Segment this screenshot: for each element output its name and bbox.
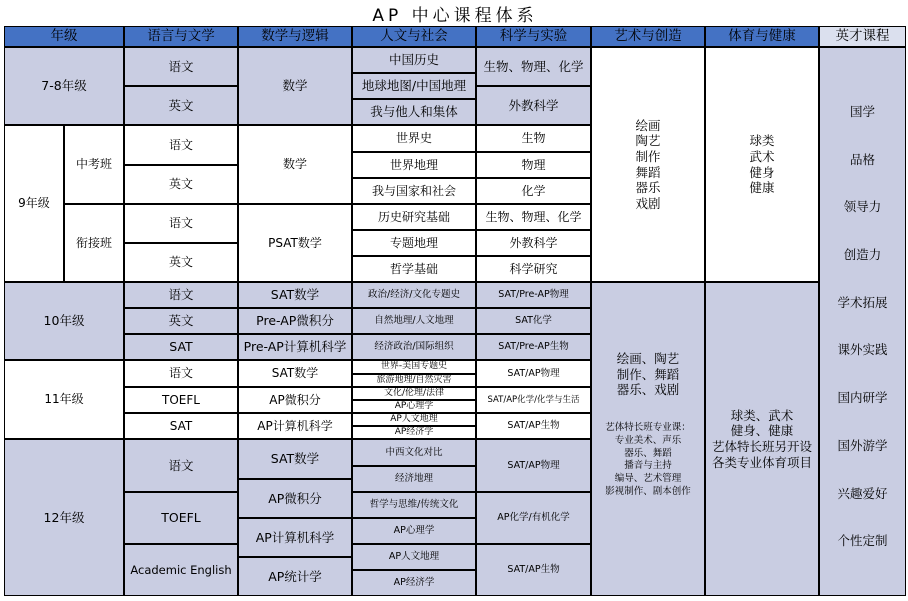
g78-sci-2: 外教科学 [476,86,591,125]
header-science: 科学与实验 [476,26,591,47]
grade-7-8-label: 7-8年级 [4,47,124,125]
g12-hum-3: 哲学与思维/传统文化 [352,492,476,518]
g78-math: 数学 [238,47,352,125]
pe-lower [705,282,819,596]
g10-lang-2: 英文 [124,308,238,334]
pe-lower-item: 健身、健康 [730,423,794,439]
g9zk-sci-1: 生物 [476,125,591,152]
g9zk-math: 数学 [238,125,352,204]
g12-sci-1: SAT/AP物理 [476,439,591,492]
g10-math-2: Pre-AP微积分 [238,308,352,334]
g11-hum-2: 旅游地理/自然灾害 [352,374,476,387]
g12-hum-1: 中西文化对比 [352,439,476,466]
g78-hum-2: 地球地图/中国地理 [352,73,476,99]
g10-lang-1: 语文 [124,282,238,308]
g12-hum-6: AP经济学 [352,570,476,596]
g12-lang-3: Academic English [124,544,238,596]
g78-lang-1: 语文 [124,47,238,86]
g9xj-math: PSAT数学 [238,204,352,282]
art-lower-sub-item: 器乐、舞蹈 [624,447,672,459]
g9xj-hum-2: 专题地理 [352,230,476,256]
g9xj-sci-3: 科学研究 [476,256,591,282]
g10-math-3: Pre-AP计算机科学 [238,334,352,360]
g9zk-hum-2: 世界地理 [352,152,476,178]
g10-hum-2: 自然地理/人文地理 [352,308,476,334]
art-lower-main-item: 器乐、戏剧 [616,382,680,398]
g9zk-lang-1: 语文 [124,125,238,165]
g11-sci-2: SAT/AP化学/化学与生活 [476,387,591,413]
g12-math-4: AP统计学 [238,557,352,596]
g12-lang-1: 语文 [124,439,238,492]
g11-math-2: AP微积分 [238,387,352,413]
art-lower-sub-item: 编导、艺术管理 [614,473,682,485]
g9-xianjie-label: 衔接班 [64,204,124,282]
talent-item: 领导力 [843,199,882,215]
g12-hum-4: AP心理学 [352,518,476,544]
g11-lang-2: TOEFL [124,387,238,413]
g78-hum-3: 我与他人和集体 [352,99,476,125]
art-upper-item: 制作 [635,148,661,164]
pe-upper-item: 健身 [749,164,775,180]
header-talent: 英才课程 [819,26,906,47]
g12-math-1: SAT数学 [238,439,352,479]
art-lower [591,282,705,596]
g12-hum-5: AP人文地理 [352,544,476,570]
art-lower-sub-item: 播音与主持 [624,460,672,472]
art-upper-item: 陶艺 [635,133,661,149]
g12-sci-3: SAT/AP生物 [476,544,591,596]
header-pe: 体育与健康 [705,26,819,47]
g9zk-lang-2: 英文 [124,165,238,204]
g9zk-sci-2: 物理 [476,152,591,178]
header-language: 语言与文学 [124,26,238,47]
art-upper-item: 舞蹈 [635,164,661,180]
pe-upper [705,47,819,282]
g11-math-1: SAT数学 [238,360,352,387]
g9zk-hum-1: 世界史 [352,125,476,152]
talent-item: 课外实践 [837,342,888,358]
pe-lower-item: 各类专业体育项目 [711,454,812,470]
talent-item: 国外游学 [837,437,888,453]
g9xj-hum-3: 哲学基础 [352,256,476,282]
g11-lang-3: SAT [124,413,238,439]
g10-sci-3: SAT/Pre-AP生物 [476,334,591,360]
g10-sci-1: SAT/Pre-AP物理 [476,282,591,308]
grade-10-label: 10年级 [4,282,124,360]
g11-sci-3: SAT/AP生物 [476,413,591,439]
talent-item: 品格 [849,151,875,167]
art-lower-sub-item: 艺体特长班专业课： [605,421,691,433]
g11-hum-1: 世界-美国专题史 [352,360,476,374]
talent-item: 个性定制 [837,533,888,549]
g9xj-sci-1: 生物、物理、化学 [476,204,591,230]
art-lower-sub-item: 专业美术、声乐 [614,434,682,446]
page-title: AP 中心课程体系 [4,0,906,26]
header-math: 数学与逻辑 [238,26,352,47]
g9zk-hum-3: 我与国家和社会 [352,178,476,204]
art-lower-sub-item: 影视制作、剧本创作 [605,485,691,497]
g9-zhongkao-label: 中考班 [64,125,124,204]
talent-item: 兴趣爱好 [837,485,888,501]
g12-hum-2: 经济地理 [352,466,476,492]
g11-sci-1: SAT/AP物理 [476,360,591,387]
g9xj-hum-1: 历史研究基础 [352,204,476,230]
g9xj-sci-2: 外教科学 [476,230,591,256]
pe-upper-item: 健康 [749,180,775,196]
g10-math-1: SAT数学 [238,282,352,308]
art-upper [591,47,705,282]
pe-upper-item: 球类 [749,133,775,149]
grade-9-label: 9年级 [4,125,64,282]
g9xj-lang-1: 语文 [124,204,238,243]
grade-12-label: 12年级 [4,439,124,596]
header-grade: 年级 [4,26,124,47]
g11-hum-4: AP心理学 [352,400,476,413]
g12-math-3: AP计算机科学 [238,518,352,557]
art-upper-item: 器乐 [635,180,661,196]
g11-lang-1: 语文 [124,360,238,387]
header-humanities: 人文与社会 [352,26,476,47]
g9zk-sci-3: 化学 [476,178,591,204]
art-upper-item: 戏剧 [635,195,661,211]
g10-lang-3: SAT [124,334,238,360]
g78-lang-2: 英文 [124,86,238,125]
grade-11-label: 11年级 [4,360,124,439]
g9xj-lang-2: 英文 [124,243,238,282]
g78-hum-1: 中国历史 [352,47,476,73]
g12-sci-2: AP化学/有机化学 [476,492,591,544]
g11-math-3: AP计算机科学 [238,413,352,439]
g10-hum-3: 经济政治/国际组织 [352,334,476,360]
course-system-table [4,0,906,600]
header-art: 艺术与创造 [591,26,705,47]
pe-upper-item: 武术 [749,148,775,164]
art-lower-main-item: 绘画、陶艺 [616,351,680,366]
g10-sci-2: SAT化学 [476,308,591,334]
g10-hum-1: 政治/经济/文化专题史 [352,282,476,308]
pe-lower-item: 球类、武术 [730,407,794,423]
g11-hum-5: AP人文地理 [352,413,476,426]
talent-item: 创造力 [843,247,882,263]
pe-lower-item: 艺体特长班另开设 [711,439,812,454]
art-upper-item: 绘画 [635,117,661,133]
talent-item: 国学 [849,104,875,120]
talent-item: 学术拓展 [837,294,888,310]
g12-lang-2: TOEFL [124,492,238,544]
g12-math-2: AP微积分 [238,479,352,518]
art-lower-main-item: 制作、舞蹈 [616,366,680,382]
g11-hum-3: 文化/伦理/法律 [352,387,476,400]
talent-column [819,47,906,596]
g11-hum-6: AP经济学 [352,426,476,439]
talent-item: 国内研学 [837,390,888,406]
g78-sci-1: 生物、物理、化学 [476,47,591,86]
